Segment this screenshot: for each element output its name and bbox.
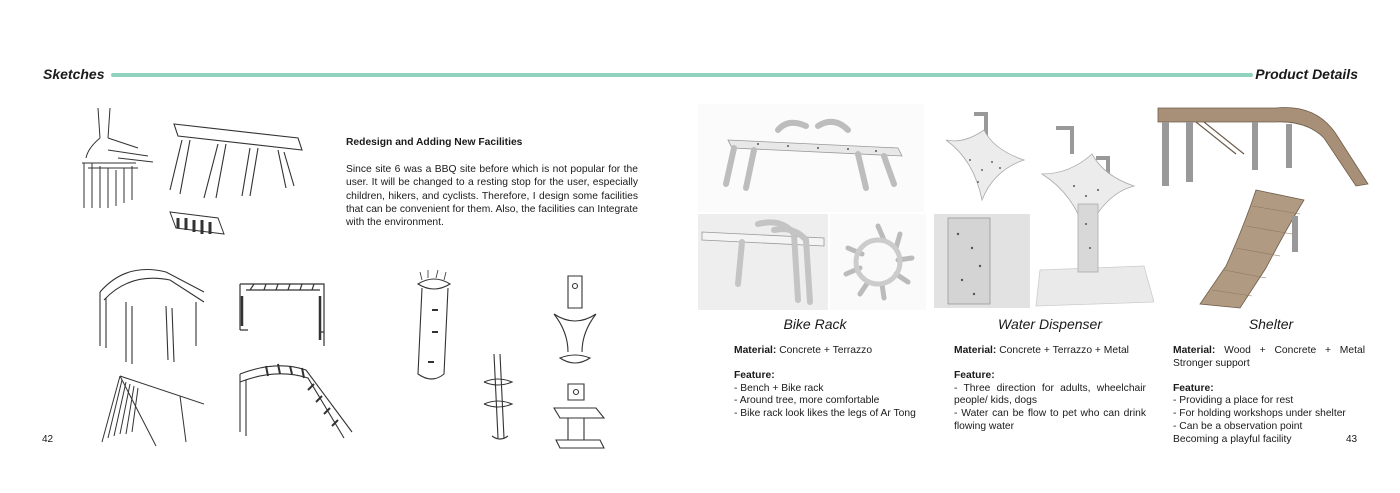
feature-list <box>734 383 926 421</box>
product-details-water-dispenser <box>954 345 1146 434</box>
feature-list <box>954 383 1146 434</box>
product-details-title: Product Details <box>1255 66 1358 82</box>
sketch-box-dispenser <box>546 380 608 450</box>
sketch-flared-dispenser <box>550 272 600 372</box>
sketch-tall-dispenser <box>478 352 518 442</box>
sketch-curved-bench <box>96 262 206 366</box>
feature-label: Feature: <box>954 369 995 381</box>
sketch-slatted-slide <box>236 360 354 440</box>
bike-rack-render-side <box>698 214 828 310</box>
intro-body: Since site 6 was a BBQ site before which is not popular for the user. It will be changed to a resting stop for the user, especially children, hikers, and cyclists. Therefore, I design some facilities that can be convenient for them. Also, the facilities can Integrate with the environment. <box>346 164 638 229</box>
feature-item: - Water can be flow to pet who can drink flowing water <box>954 408 1146 432</box>
feature-item: - For holding workshops under shelter <box>1173 408 1346 420</box>
sketch-tree-bench <box>78 108 160 212</box>
page-number-right: 43 <box>1346 434 1358 445</box>
feature-label: Feature: <box>734 369 775 381</box>
sketches-title: Sketches <box>43 66 105 82</box>
feature-item: - Can be a observation point Becoming a playful facility <box>1173 420 1303 445</box>
material-label: Material: <box>954 345 997 356</box>
product-details-bike-rack <box>734 345 926 421</box>
feature-item: - Bench + Bike rack <box>734 382 824 394</box>
sketch-fountain-bowl <box>408 270 458 386</box>
sketch-long-bench <box>166 118 306 200</box>
feature-item: - Around tree, more comfortable <box>734 395 880 407</box>
product-title-water-dispenser: Water Dispenser <box>997 316 1102 332</box>
feature-list <box>1173 395 1349 446</box>
shelter-render-bottom <box>1196 186 1314 310</box>
product-details-shelter <box>1173 345 1365 447</box>
material-value: Concrete + Terrazzo <box>779 345 873 356</box>
sketch-shelter-frame <box>100 372 204 448</box>
product-title-bike-rack: Bike Rack <box>783 316 847 332</box>
bike-rack-render-top <box>698 104 924 212</box>
sketch-box-bench <box>236 276 332 350</box>
product-title-shelter: Shelter <box>1248 316 1294 332</box>
intro-section <box>346 136 638 229</box>
feature-label: Feature: <box>1173 382 1214 394</box>
material-value: Concrete + Terrazzo + Metal <box>999 345 1129 356</box>
page-number-left: 42 <box>42 434 54 445</box>
bike-rack-render-plan <box>830 214 926 310</box>
feature-item: - Bike rack look likes the legs of Ar Tong <box>734 408 916 420</box>
header-divider-line <box>111 73 1253 77</box>
material-value: Wood + Concrete + Metal Stronger support <box>1173 345 1365 369</box>
feature-item: - Three direction for adults, wheelchair people/ kids, dogs <box>954 382 1146 407</box>
water-dispenser-render-top <box>934 110 1030 210</box>
water-dispenser-render-full <box>1034 124 1154 310</box>
material-label: Material: <box>734 345 777 356</box>
water-dispenser-render-closeup <box>934 214 1030 308</box>
shelter-render-top <box>1156 104 1370 190</box>
sketch-slab <box>168 206 226 242</box>
intro-heading: Redesign and Adding New Facilities <box>346 137 523 148</box>
feature-item: - Providing a place for rest <box>1173 395 1294 407</box>
material-label: Material: <box>1173 345 1216 356</box>
